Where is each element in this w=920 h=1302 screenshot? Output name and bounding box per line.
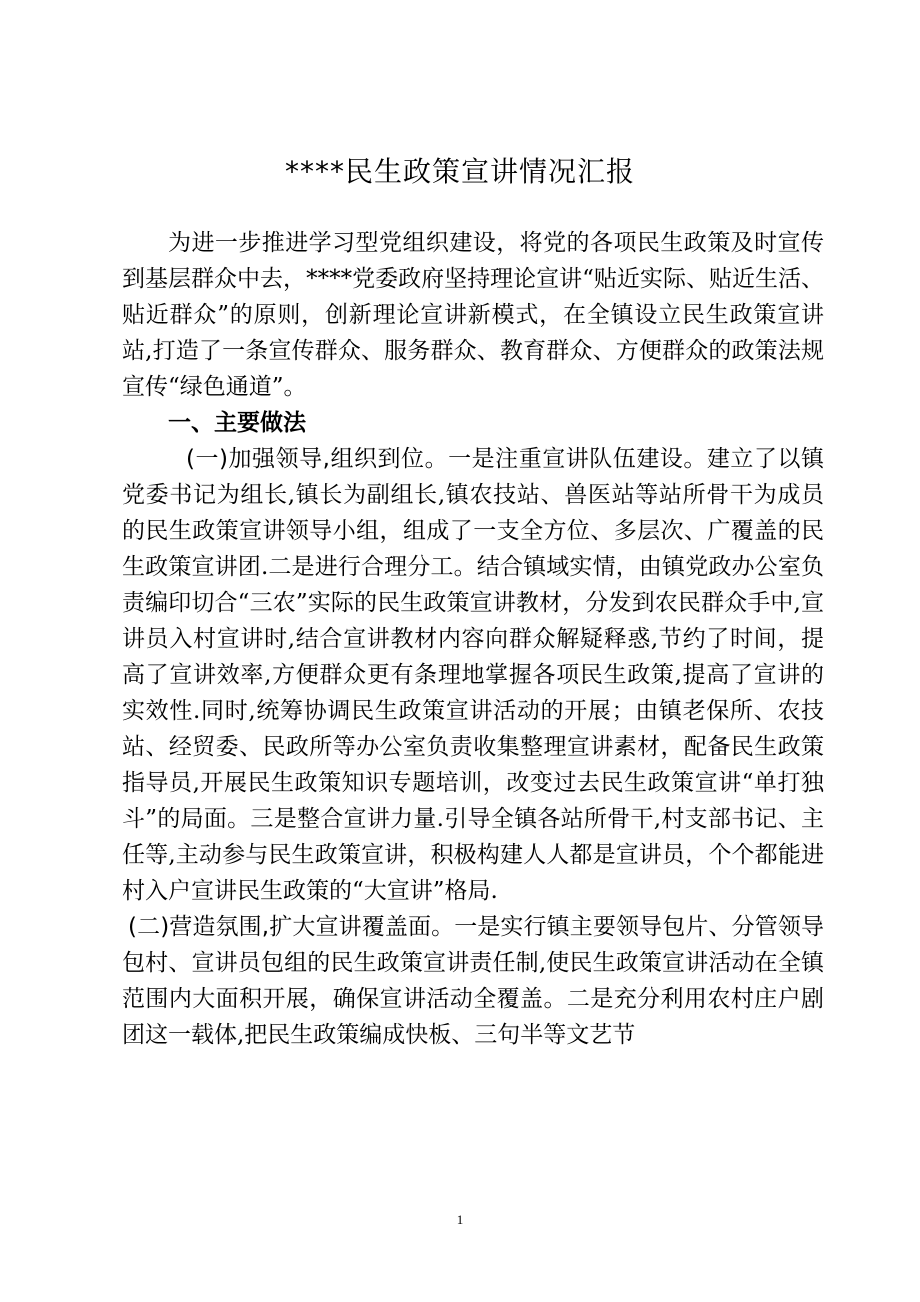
intro-paragraph: 为进一步推进学习型党组织建设，将党的各项民生政策及时宣传到基层群众中去，****党委政府坚持理论宣讲“贴近实际、贴近生活、贴近群众”的原则，创新理论宣讲新模式，在全镇设立民生政策宣讲站,打造了一条宣传群众、服务群众、教育群众、方便群众的政策法规宣传“绿色通道”。 [122, 230, 824, 400]
section-heading: 一、主要做法 [168, 410, 306, 436]
subsection-2-paragraph [122, 909, 824, 1053]
subsection-1-body: 一是注重宣讲队伍建设。建立了以镇党委书记为组长,镇长为副组长,镇农技站、兽医站等站所骨干为成员的民生政策宣讲领导小组，组成了一支全方位、多层次、广覆盖的民生政策宣讲团.二是进行合理分工。结合镇域实情，由镇党政办公室负责编印切合“三农”实际的民生政策宣讲教材，分发到农民群众手中,宣讲员入村宣讲时,结合宣讲教材内容向群众解疑释惑,节约了时间，提高了宣讲效率,方便群众更有条理地掌握各项民生政策,提高了宣讲的实效性.同时,统筹协调民生政策宣讲活动的开展；由镇老保所、农技站、经贸委、民政所等办公室负责收集整理宣讲素材，配备民生政策指导员,开展民生政策知识专题培训，改变过去民生政策宣讲“单打独斗”的局面。三是整合宣讲力量.引导全镇各站所骨干,村支部书记、主任等,主动参与民生政策宣讲，积极构建人人都是宣讲员，个个都能进村入户宣讲民生政策的“大宣讲”格局. [122, 446, 825, 904]
subsection-2-body: 一是实行镇主要领导包片、分管领导包村、宣讲员包组的民生政策宣讲责任制,使民生政策宣讲活动在全镇范围内大面积开展，确保宣讲活动全覆盖。二是充分利用农村庄户剧团这一载体,把民生政策编成快板、三句半等文艺节 [122, 914, 824, 1048]
subsection-1-heading: (一)加强领导,组织到位。 [186, 446, 449, 472]
document-body [122, 225, 824, 1053]
subsection-1-paragraph [122, 441, 824, 909]
document-title: ****民生政策宣讲情况汇报 [284, 155, 635, 188]
page-number: 1 [456, 1212, 464, 1227]
subsection-2-heading: (二)营造氛围,扩大宣讲覆盖面。 [128, 914, 455, 940]
